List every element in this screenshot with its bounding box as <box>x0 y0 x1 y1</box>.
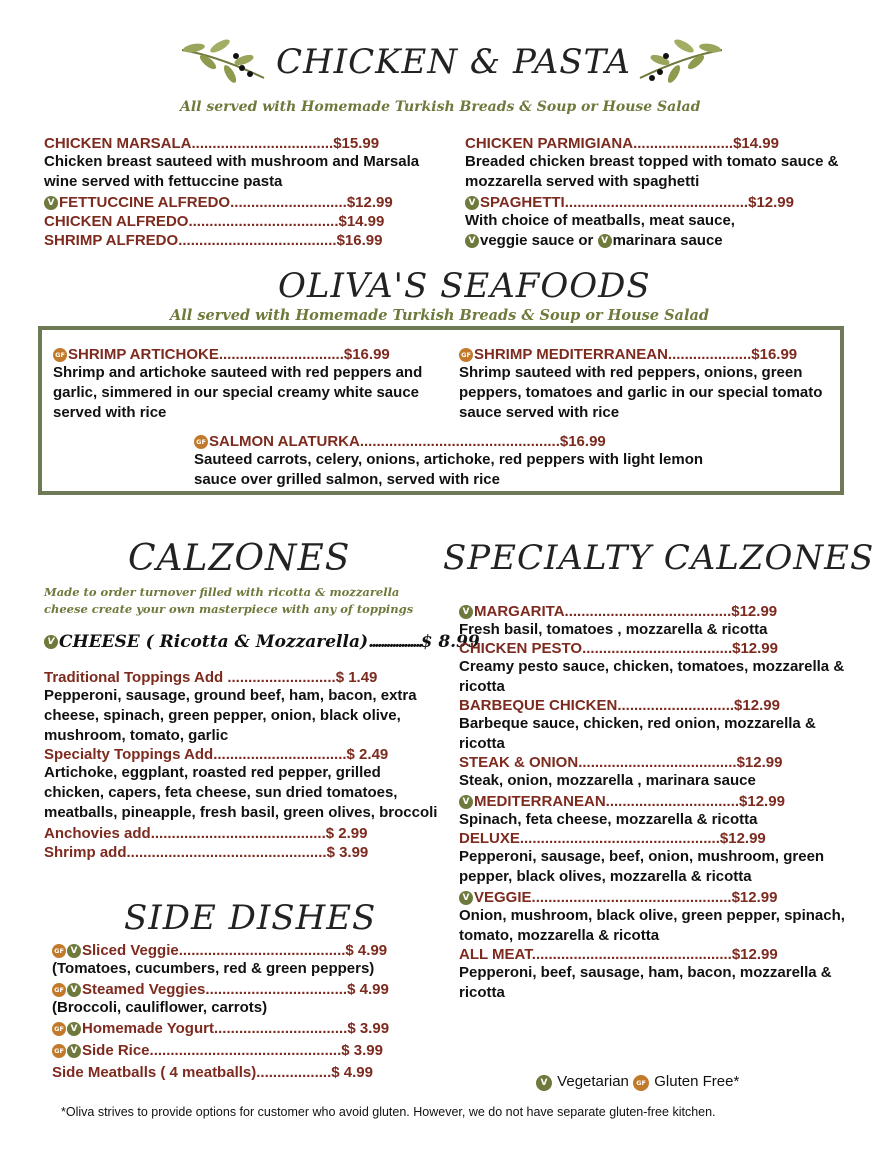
menu-item-sliced-veggie <box>52 942 442 959</box>
menu-item-specialty-toppings <box>44 746 444 763</box>
item-price: $ 4.99 <box>331 1064 373 1081</box>
seafoods-title: OLIVA'S SEAFOODS <box>278 266 651 306</box>
item-description: Spinach, feta cheese, mozzarella & ricotta <box>459 811 758 828</box>
sauce-marinara: marinara sauce <box>612 232 723 249</box>
item-name: SHRIMP MEDITERRANEAN <box>474 346 668 363</box>
specialty-calzones-list <box>459 603 849 1003</box>
item-name: FETTUCCINE ALFREDO <box>59 194 231 211</box>
item-name: Shrimp add <box>44 844 127 861</box>
item-price: $12.99 <box>346 194 393 211</box>
menu-item-shrimp-add <box>44 844 444 861</box>
gluten-free-icon: GF <box>633 1075 649 1091</box>
diet-legend <box>536 1073 739 1091</box>
menu-item-cheese-calzone <box>44 632 480 652</box>
dot-leader: .................................... <box>188 213 339 230</box>
item-price: $12.99 <box>732 640 778 657</box>
menu-item-shrimp-mediterranean <box>459 346 841 423</box>
item-description: Creamy pesto sauce, chicken, tomatoes, mozzarella & ricotta <box>459 658 845 695</box>
menu-item-shrimp-artichoke <box>53 346 443 423</box>
gluten-footnote: *Oliva strives to provide options for customer who avoid gluten. However, we do not have separate gluten-free kitchen. <box>61 1105 716 1119</box>
item-description: Fresh basil, tomatoes , mozzarella & ricotta <box>459 621 768 638</box>
item-price: $ 1.49 <box>335 669 378 686</box>
dot-leader: ................................ <box>213 746 347 763</box>
item-price: $12.99 <box>739 793 785 810</box>
vegetarian-icon: V <box>67 944 81 958</box>
item-price: $12.99 <box>731 603 778 620</box>
item-name: CHEESE ( Ricotta & Mozzarella) <box>59 632 369 652</box>
gluten-free-icon: GF <box>459 348 473 362</box>
item-price: $ 4.99 <box>347 981 389 998</box>
side-dishes-title: SIDE DISHES <box>124 898 377 938</box>
dot-leader: .................. <box>256 1064 332 1081</box>
menu-item-fettuccine-alfredo <box>44 194 444 211</box>
dot-leader: ...................................... <box>578 754 737 771</box>
gluten-free-icon: GF <box>52 983 66 997</box>
menu-item-side-rice <box>52 1042 442 1059</box>
item-name: MARGARITA <box>474 603 565 620</box>
chicken-pasta-left-column <box>44 135 444 249</box>
menu-item-barbeque-chicken <box>459 697 849 714</box>
item-price: $15.99 <box>333 135 380 152</box>
item-description: Pepperoni, beef, sausage, ham, bacon, mozzarella & ricotta <box>459 964 832 1001</box>
calzones-subtitle: Made to order turnover filled with ricotta & mozzarella cheese create your own masterpiece with any of toppings <box>44 585 414 616</box>
item-price: $ 4.99 <box>345 942 388 959</box>
item-name: Anchovies add <box>44 825 151 842</box>
item-description: Barbeque sauce, chicken, red onion, mozzarella & ricotta <box>459 715 816 752</box>
item-price: $12.99 <box>731 889 778 906</box>
item-name: SALMON ALATURKA <box>209 433 360 450</box>
menu-item-veggie <box>459 889 849 906</box>
menu-item-deluxe <box>459 830 849 847</box>
dot-leader: .............................................. <box>149 1042 342 1059</box>
item-price: $ 8.99 <box>420 632 480 652</box>
menu-item-traditional-toppings <box>44 669 444 686</box>
dot-leader: ............................ <box>617 697 735 714</box>
item-description: Pepperoni, sausage, ground beef, ham, bacon, extra cheese, spinach, green pepper, onion, black olive, mushroom, tomato, garlic <box>44 687 417 744</box>
item-name: Side Meatballs ( 4 meatballs) <box>52 1064 257 1081</box>
item-name: Steamed Veggies <box>82 981 206 998</box>
gluten-free-icon: GF <box>52 1044 66 1058</box>
vegetarian-icon: V <box>465 234 479 248</box>
menu-item-side-meatballs <box>52 1064 442 1081</box>
dot-leader: .................................. <box>191 135 334 152</box>
menu-item-margarita <box>459 603 849 620</box>
item-description: Sauteed carrots, celery, onions, artichoke, red peppers with light lemon sauce over grilled salmon, served with rice <box>194 451 704 488</box>
item-price: $16.99 <box>559 433 606 450</box>
item-name: CHICKEN PARMIGIANA <box>465 135 634 152</box>
item-name: Specialty Toppings Add <box>44 746 214 763</box>
item-description: Onion, mushroom, black olive, green pepper, spinach, tomato, mozzarella & ricotta <box>459 907 845 944</box>
item-price: $14.99 <box>733 135 779 152</box>
calzones-title: CALZONES <box>128 538 351 579</box>
item-price: $12.99 <box>736 754 783 771</box>
gluten-free-icon: GF <box>194 435 208 449</box>
gluten-free-icon: GF <box>52 1022 66 1036</box>
item-name: Homemade Yogurt <box>82 1020 214 1037</box>
menu-item-steak-onion <box>459 754 849 771</box>
dot-leader: ........................................ <box>178 942 346 959</box>
item-name: MEDITERRANEAN <box>474 793 606 810</box>
chicken-pasta-right-column <box>465 135 845 251</box>
item-description-sauces <box>465 231 845 251</box>
dot-leader: ................................................ <box>531 946 732 963</box>
gluten-free-icon: GF <box>52 944 66 958</box>
item-name: CHICKEN MARSALA <box>44 135 192 152</box>
item-name: CHICKEN PESTO <box>459 640 583 657</box>
dot-leader: ............................................ <box>564 194 749 211</box>
item-description: Chicken breast sauteed with mushroom and Marsala wine served with fettuccine pasta <box>44 153 420 190</box>
menu-item-all-meat <box>459 946 849 963</box>
item-name: Traditional Toppings Add <box>44 669 228 686</box>
chicken-pasta-subtitle: All served with Homemade Turkish Breads & Soup or House Salad <box>180 99 701 115</box>
item-name: SPAGHETTI <box>480 194 565 211</box>
menu-item-mediterranean <box>459 793 849 810</box>
dot-leader: ................................................ <box>519 830 720 847</box>
menu-item-spaghetti <box>465 194 845 211</box>
item-price: $12.99 <box>734 697 780 714</box>
item-description: With choice of meatballs, meat sauce, <box>465 212 735 229</box>
item-price: $ 3.99 <box>326 844 369 861</box>
dot-leader: .................... <box>667 346 752 363</box>
item-description: Pepperoni, sausage, beef, onion, mushroom, green pepper, black olives, mozzarella & ricotta <box>459 848 825 885</box>
item-name: VEGGIE <box>474 889 532 906</box>
vegetarian-icon: V <box>459 605 473 619</box>
item-price: $ 2.99 <box>325 825 368 842</box>
item-name: SHRIMP ARTICHOKE <box>68 346 219 363</box>
menu-item-chicken-pesto <box>459 640 849 657</box>
item-name: BARBEQUE CHICKEN <box>459 697 618 714</box>
item-price: $ 3.99 <box>347 1020 390 1037</box>
item-price: $16.99 <box>336 232 383 249</box>
item-price: $16.99 <box>343 346 390 363</box>
vegetarian-icon: V <box>598 234 612 248</box>
item-name: STEAK & ONION <box>459 754 579 771</box>
item-name: CHICKEN ALFREDO <box>44 213 189 230</box>
dot-leader: ................................ <box>605 793 740 810</box>
seafoods-subtitle: All served with Homemade Turkish Breads & Soup or House Salad <box>170 307 709 324</box>
menu-item-homemade-yogurt <box>52 1020 442 1037</box>
vegetarian-icon: V <box>44 196 58 210</box>
item-name: Side Rice <box>82 1042 150 1059</box>
specialty-calzones-title: SPECIALTY CALZONES <box>443 538 875 578</box>
item-name: ALL MEAT <box>459 946 532 963</box>
item-description: (Broccoli, cauliflower, carrots) <box>52 999 268 1016</box>
dot-leader: .................................. <box>205 981 348 998</box>
vegetarian-icon: V <box>67 1044 81 1058</box>
item-description: Artichoke, eggplant, roasted red pepper, grilled chicken, capers, feta cheese, sun dried tomatoes, meatballs, pineapple, fresh basil, green olives, broccoli <box>44 764 438 821</box>
menu-item-chicken-parmigiana <box>465 135 845 152</box>
vegetarian-icon: V <box>465 196 479 210</box>
menu-item-salmon-alaturka <box>194 433 704 490</box>
dot-leader: ................................................ <box>126 844 327 861</box>
dot-leader: ............................ <box>230 194 347 211</box>
sauce-veggie: veggie sauce or <box>480 232 598 249</box>
item-price: $12.99 <box>719 830 766 847</box>
item-price: $14.99 <box>338 213 385 230</box>
calzone-toppings <box>44 669 444 861</box>
dot-leader: .......................... <box>227 669 336 686</box>
dot-leader: .................................... <box>582 640 733 657</box>
menu-item-shrimp-alfredo <box>44 232 444 249</box>
item-description: Shrimp sauteed with red peppers, onions, green peppers, tomatoes and garlic in our special tomato sauce served with rice <box>459 364 823 421</box>
menu-item-anchovies <box>44 825 444 842</box>
vegetarian-icon: V <box>67 1022 81 1036</box>
dot-leader: .............................. <box>218 346 344 363</box>
legend-vegetarian-label: Vegetarian <box>557 1073 629 1090</box>
dot-leader: .................. <box>368 632 421 652</box>
item-price: $16.99 <box>751 346 798 363</box>
chicken-pasta-title: CHICKEN & PASTA <box>276 42 631 82</box>
dot-leader: ........................ <box>633 135 734 152</box>
olive-branch-icon-right <box>636 38 726 96</box>
legend-gluten-free-label: Gluten Free* <box>654 1073 740 1090</box>
side-dishes-list <box>52 942 442 1081</box>
item-description: Steak, onion, mozzarella , marinara sauce <box>459 772 756 789</box>
menu-item-chicken-marsala <box>44 135 444 152</box>
olive-branch-icon-left <box>178 38 268 96</box>
vegetarian-icon: V <box>67 983 81 997</box>
item-description: (Tomatoes, cucumbers, red & green peppers) <box>52 960 375 977</box>
dot-leader: ...................................... <box>178 232 337 249</box>
vegetarian-icon: V <box>459 891 473 905</box>
dot-leader: ................................ <box>213 1020 348 1037</box>
item-price: $12.99 <box>748 194 794 211</box>
menu-item-chicken-alfredo <box>44 213 444 230</box>
dot-leader: .......................................... <box>150 825 326 842</box>
gluten-free-icon: GF <box>53 348 67 362</box>
dot-leader: ................................................ <box>531 889 732 906</box>
item-description: Shrimp and artichoke sauteed with red peppers and garlic, simmered in our special creamy white sauce served with rice <box>53 364 423 421</box>
item-name: DELUXE <box>459 830 520 847</box>
dot-leader: ................................................ <box>359 433 560 450</box>
item-name: SHRIMP ALFREDO <box>44 232 179 249</box>
dot-leader: ........................................ <box>564 603 732 620</box>
item-price: $12.99 <box>731 946 778 963</box>
item-price: $ 2.49 <box>346 746 389 763</box>
item-description: Breaded chicken breast topped with tomato sauce & mozzarella served with spaghetti <box>465 153 839 190</box>
item-name: Sliced Veggie <box>82 942 179 959</box>
vegetarian-icon: V <box>459 795 473 809</box>
vegetarian-icon: V <box>536 1075 552 1091</box>
vegetarian-icon: V <box>44 635 58 649</box>
item-price: $ 3.99 <box>341 1042 383 1059</box>
menu-item-steamed-veggies <box>52 981 442 998</box>
